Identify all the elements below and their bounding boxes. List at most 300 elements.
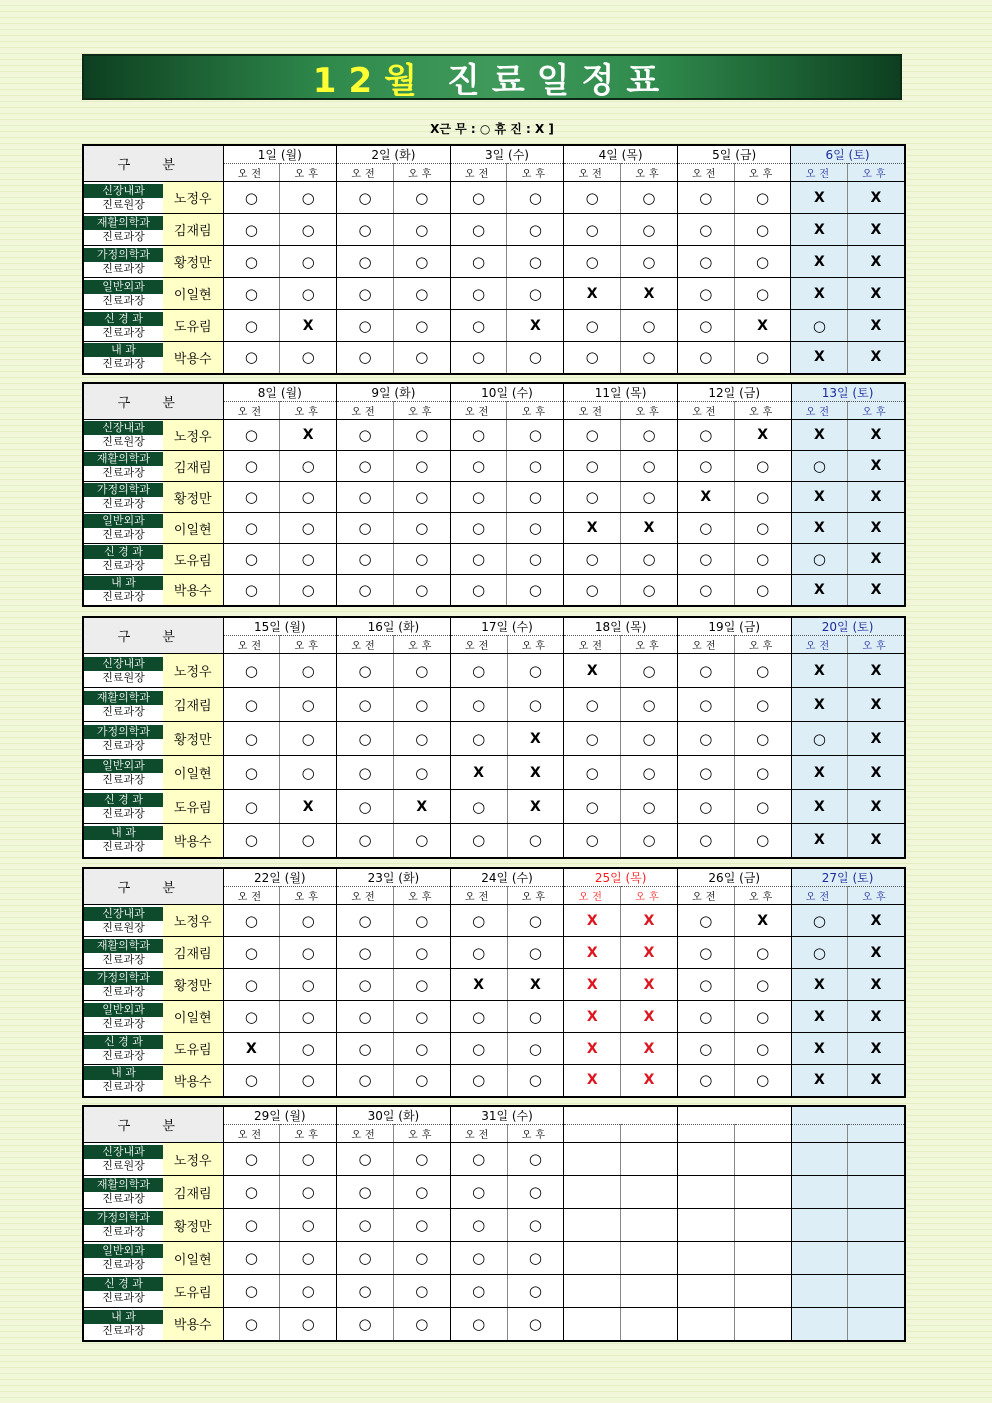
department-cell — [83, 937, 163, 969]
day-header: 4일 (목) — [564, 145, 678, 164]
pm-label: 오후 — [280, 164, 337, 182]
schedule-cell: ○ — [734, 1033, 791, 1065]
schedule-cell: X — [791, 482, 848, 513]
schedule-cell: ○ — [280, 824, 337, 858]
header-label: 구 분 — [83, 1106, 223, 1143]
schedule-cell: X — [564, 1065, 621, 1097]
pm-label: 오후 — [507, 636, 564, 654]
am-label: 오전 — [564, 887, 621, 905]
doctor-name: 황정만 — [163, 482, 223, 513]
doctor-name: 노정우 — [163, 182, 223, 214]
doctor-role: 진료과장 — [102, 1016, 145, 1030]
table-row — [83, 688, 905, 722]
schedule-cell: X — [564, 278, 621, 310]
schedule-cell — [734, 1209, 791, 1242]
doctor-role: 진료과장 — [102, 984, 145, 998]
doctor-name: 황정만 — [163, 246, 223, 278]
day-header: 31일 (수) — [450, 1106, 564, 1125]
doctor-role: 진료원장 — [102, 435, 145, 448]
day-header: 19일 (금) — [677, 617, 791, 636]
am-label: 오전 — [337, 1125, 394, 1143]
schedule-cell: ○ — [280, 756, 337, 790]
schedule-cell: ○ — [337, 1176, 394, 1209]
schedule-cell: ○ — [507, 1065, 564, 1097]
schedule-cell: ○ — [450, 824, 507, 858]
schedule-cell: ○ — [791, 937, 848, 969]
schedule-cell: X — [848, 246, 905, 278]
schedule-cell: ○ — [280, 1033, 337, 1065]
department-name: 일반외과 — [84, 280, 163, 294]
department-cell — [83, 1209, 163, 1242]
department-name: 신 경 과 — [84, 1277, 163, 1291]
doctor-name: 김재림 — [163, 688, 223, 722]
table-row — [83, 246, 905, 278]
page-title — [82, 54, 902, 100]
am-label: 오전 — [564, 636, 621, 654]
schedule-cell — [791, 1209, 848, 1242]
schedule-cell: ○ — [677, 756, 734, 790]
schedule-cell: X — [393, 790, 450, 824]
table-row — [83, 575, 905, 606]
schedule-cell: ○ — [223, 790, 280, 824]
week-table — [82, 144, 906, 375]
am-label: 오전 — [337, 402, 394, 420]
schedule-cell: ○ — [280, 937, 337, 969]
doctor-name: 김재림 — [163, 937, 223, 969]
doctor-name: 박용수 — [163, 824, 223, 858]
schedule-cell: ○ — [280, 969, 337, 1001]
schedule-cell: ○ — [280, 1242, 337, 1275]
schedule-cell: X — [564, 905, 621, 937]
am-label: 오전 — [564, 402, 621, 420]
department-name: 신 경 과 — [84, 545, 163, 559]
schedule-cell: X — [848, 969, 905, 1001]
schedule-cell: ○ — [734, 1001, 791, 1033]
schedule-cell: ○ — [450, 575, 507, 606]
schedule-cell: ○ — [337, 905, 394, 937]
department-name: 일반외과 — [84, 759, 163, 773]
schedule-cell: ○ — [564, 451, 621, 482]
schedule-cell: ○ — [337, 420, 394, 451]
department-name: 신 경 과 — [84, 793, 163, 807]
doctor-name: 도유림 — [163, 310, 223, 342]
doctor-role: 진료과장 — [102, 738, 145, 752]
schedule-cell: ○ — [450, 1143, 507, 1176]
doctor-role: 진료과장 — [102, 704, 145, 718]
schedule-cell: ○ — [734, 182, 791, 214]
pm-label: 오후 — [734, 402, 791, 420]
schedule-cell: ○ — [677, 688, 734, 722]
doctor-role: 진료과장 — [102, 589, 145, 603]
day-header: 12일 (금) — [677, 383, 791, 402]
schedule-cell — [791, 1308, 848, 1341]
schedule-cell: ○ — [223, 342, 280, 374]
schedule-cell: ○ — [337, 575, 394, 606]
schedule-cell: X — [791, 1065, 848, 1097]
doctor-role: 진료과장 — [102, 952, 145, 966]
doctor-role: 진료과장 — [102, 261, 145, 275]
schedule-cell: ○ — [507, 214, 564, 246]
schedule-cell: X — [450, 756, 507, 790]
pm-label: 오후 — [393, 164, 450, 182]
schedule-cell: ○ — [393, 688, 450, 722]
schedule-cell: ○ — [280, 1143, 337, 1176]
schedule-cell: X — [848, 342, 905, 374]
schedule-cell: ○ — [393, 1033, 450, 1065]
day-header: 2일 (화) — [337, 145, 451, 164]
schedule-cell: X — [848, 1001, 905, 1033]
day-header: 27일 (토) — [791, 868, 905, 887]
schedule-cell: X — [223, 1033, 280, 1065]
schedule-cell: ○ — [677, 1001, 734, 1033]
schedule-cell: ○ — [337, 722, 394, 756]
department-cell — [83, 1308, 163, 1341]
schedule-cell — [734, 1176, 791, 1209]
schedule-cell: ○ — [507, 420, 564, 451]
schedule-cell: ○ — [223, 513, 280, 544]
doctor-role: 진료과장 — [102, 293, 145, 307]
day-header: 15일 (월) — [223, 617, 337, 636]
schedule-cell — [621, 1242, 678, 1275]
schedule-cell: ○ — [450, 905, 507, 937]
department-cell — [83, 969, 163, 1001]
schedule-cell: ○ — [280, 482, 337, 513]
schedule-cell: X — [848, 756, 905, 790]
schedule-cell: ○ — [393, 1275, 450, 1308]
schedule-cell: ○ — [337, 1143, 394, 1176]
pm-label: 오후 — [848, 636, 905, 654]
department-name: 내 과 — [84, 343, 163, 357]
schedule-cell — [848, 1209, 905, 1242]
schedule-cell: ○ — [450, 1242, 507, 1275]
schedule-cell — [734, 1242, 791, 1275]
week-table — [82, 616, 906, 859]
schedule-cell: ○ — [621, 214, 678, 246]
schedule-cell — [564, 1242, 621, 1275]
schedule-cell: ○ — [564, 790, 621, 824]
department-cell — [83, 420, 163, 451]
schedule-cell: ○ — [337, 937, 394, 969]
department-cell — [83, 482, 163, 513]
doctor-role: 진료과장 — [102, 840, 145, 854]
schedule-cell: X — [564, 937, 621, 969]
table-row — [83, 1176, 905, 1209]
schedule-cell: X — [507, 722, 564, 756]
title-month: 12월 — [312, 60, 429, 101]
pm-label: 오후 — [393, 1125, 450, 1143]
schedule-cell: X — [791, 756, 848, 790]
department-cell — [83, 513, 163, 544]
department-name: 가정의학과 — [84, 483, 163, 497]
doctor-role: 진료원장 — [102, 920, 145, 934]
pm-label: 오후 — [507, 402, 564, 420]
doctor-name: 황정만 — [163, 1209, 223, 1242]
schedule-cell: ○ — [507, 451, 564, 482]
schedule-cell — [564, 1275, 621, 1308]
schedule-cell: ○ — [507, 1209, 564, 1242]
schedule-cell: ○ — [677, 722, 734, 756]
schedule-cell: ○ — [280, 1308, 337, 1341]
department-name: 신장내과 — [84, 421, 163, 435]
schedule-cell: ○ — [280, 654, 337, 688]
schedule-cell: ○ — [280, 451, 337, 482]
schedule-cell: ○ — [507, 1033, 564, 1065]
schedule-cell: ○ — [507, 246, 564, 278]
schedule-cell — [791, 1143, 848, 1176]
schedule-cell: X — [791, 513, 848, 544]
header-label: 구 분 — [83, 383, 223, 420]
schedule-cell: ○ — [393, 654, 450, 688]
table-row — [83, 722, 905, 756]
schedule-cell: X — [848, 544, 905, 575]
schedule-cell: ○ — [734, 756, 791, 790]
schedule-cell: X — [621, 1001, 678, 1033]
schedule-cell: ○ — [507, 824, 564, 858]
doctor-role: 진료과장 — [102, 806, 145, 820]
title-text: 진료일정표 — [446, 60, 672, 101]
schedule-cell: ○ — [564, 246, 621, 278]
week-table — [82, 867, 906, 1098]
department-name: 내 과 — [84, 826, 163, 840]
doctor-name: 도유림 — [163, 544, 223, 575]
schedule-cell: ○ — [393, 1308, 450, 1341]
schedule-cell: ○ — [621, 420, 678, 451]
pm-label: 오후 — [507, 164, 564, 182]
schedule-cell: X — [791, 824, 848, 858]
schedule-cell: ○ — [450, 451, 507, 482]
schedule-cell: ○ — [280, 1176, 337, 1209]
am-label: 오전 — [450, 636, 507, 654]
department-cell — [83, 1275, 163, 1308]
department-name: 신장내과 — [84, 184, 163, 198]
schedule-cell: X — [848, 937, 905, 969]
schedule-cell: ○ — [337, 1242, 394, 1275]
schedule-cell: ○ — [507, 688, 564, 722]
schedule-cell: ○ — [450, 722, 507, 756]
schedule-cell — [791, 1176, 848, 1209]
schedule-cell: X — [677, 482, 734, 513]
schedule-cell — [848, 1143, 905, 1176]
department-cell — [83, 1033, 163, 1065]
table-row — [83, 544, 905, 575]
schedule-cell: ○ — [337, 1033, 394, 1065]
schedule-cell: ○ — [393, 310, 450, 342]
doctor-role: 진료과장 — [102, 229, 145, 243]
schedule-cell: X — [734, 905, 791, 937]
department-name: 신장내과 — [84, 657, 163, 671]
pm-label: 오후 — [848, 887, 905, 905]
am-label: 오전 — [677, 636, 734, 654]
pm-label: 오후 — [280, 887, 337, 905]
schedule-cell: ○ — [223, 575, 280, 606]
schedule-cell: ○ — [450, 1308, 507, 1341]
doctor-role: 진료과장 — [102, 325, 145, 339]
table-row — [83, 1308, 905, 1341]
doctor-name: 노정우 — [163, 420, 223, 451]
schedule-cell: ○ — [223, 420, 280, 451]
doctor-name: 김재림 — [163, 451, 223, 482]
schedule-cell: ○ — [734, 688, 791, 722]
pm-label: 오후 — [621, 887, 678, 905]
department-name: 일반외과 — [84, 1244, 163, 1258]
am-label: 오전 — [450, 164, 507, 182]
schedule-cell: ○ — [507, 1308, 564, 1341]
department-name: 내 과 — [84, 1310, 163, 1324]
schedule-cell: ○ — [564, 482, 621, 513]
schedule-cell: ○ — [337, 310, 394, 342]
am-label: 오전 — [450, 1125, 507, 1143]
schedule-cell: ○ — [337, 1001, 394, 1033]
schedule-cell: X — [450, 969, 507, 1001]
department-name: 일반외과 — [84, 1003, 163, 1017]
am-label: 오전 — [791, 402, 848, 420]
am-label: 오전 — [223, 164, 280, 182]
department-cell — [83, 722, 163, 756]
schedule-cell: ○ — [677, 278, 734, 310]
schedule-cell: ○ — [393, 1242, 450, 1275]
schedule-cell: X — [848, 182, 905, 214]
legend: X근 무 : ○ 휴 진 : X ] — [430, 122, 554, 136]
schedule-cell: ○ — [507, 654, 564, 688]
am-label: 오전 — [223, 1125, 280, 1143]
schedule-cell: X — [621, 937, 678, 969]
pm-label: 오후 — [621, 636, 678, 654]
table-row — [83, 1033, 905, 1065]
pm-label — [848, 1125, 905, 1143]
department-name: 재활의학과 — [84, 691, 163, 705]
schedule-cell: ○ — [223, 824, 280, 858]
doctor-name: 이일현 — [163, 513, 223, 544]
schedule-cell: ○ — [791, 905, 848, 937]
department-name: 신 경 과 — [84, 1035, 163, 1049]
table-row — [83, 278, 905, 310]
day-header: 23일 (화) — [337, 868, 451, 887]
day-header: 16일 (화) — [337, 617, 451, 636]
day-header: 22일 (월) — [223, 868, 337, 887]
department-cell — [83, 790, 163, 824]
schedule-cell: X — [791, 1001, 848, 1033]
am-label: 오전 — [791, 636, 848, 654]
schedule-cell: X — [621, 513, 678, 544]
schedule-cell — [621, 1176, 678, 1209]
table-row — [83, 756, 905, 790]
schedule-cell: ○ — [564, 824, 621, 858]
schedule-cell: ○ — [337, 1275, 394, 1308]
schedule-cell: X — [848, 905, 905, 937]
schedule-cell: ○ — [450, 654, 507, 688]
am-label — [677, 1125, 734, 1143]
pm-label: 오후 — [734, 164, 791, 182]
schedule-cell: ○ — [393, 342, 450, 374]
schedule-cell: ○ — [734, 278, 791, 310]
am-label: 오전 — [564, 164, 621, 182]
schedule-cell: ○ — [734, 214, 791, 246]
department-name: 가정의학과 — [84, 971, 163, 985]
schedule-cell: ○ — [280, 214, 337, 246]
schedule-cell: ○ — [223, 310, 280, 342]
schedule-cell: ○ — [791, 310, 848, 342]
schedule-cell: ○ — [677, 654, 734, 688]
schedule-cell: ○ — [393, 1065, 450, 1097]
schedule-cell: X — [848, 451, 905, 482]
schedule-cell: ○ — [393, 482, 450, 513]
schedule-cell: ○ — [337, 214, 394, 246]
table-row — [83, 420, 905, 451]
day-header: 25일 (목) — [564, 868, 678, 887]
doctor-name: 도유림 — [163, 1275, 223, 1308]
schedule-cell: ○ — [280, 1275, 337, 1308]
schedule-cell: ○ — [393, 544, 450, 575]
schedule-cell: X — [791, 342, 848, 374]
schedule-cell: ○ — [223, 182, 280, 214]
schedule-cell: ○ — [337, 451, 394, 482]
schedule-cell: ○ — [450, 937, 507, 969]
day-header: 30일 (화) — [337, 1106, 451, 1125]
schedule-cell: ○ — [393, 1176, 450, 1209]
schedule-cell: ○ — [280, 722, 337, 756]
schedule-cell: ○ — [621, 575, 678, 606]
doctor-name: 이일현 — [163, 278, 223, 310]
am-label: 오전 — [677, 402, 734, 420]
day-header: 24일 (수) — [450, 868, 564, 887]
schedule-cell: ○ — [450, 790, 507, 824]
table-row — [83, 1001, 905, 1033]
schedule-cell: ○ — [791, 451, 848, 482]
schedule-cell: ○ — [450, 278, 507, 310]
schedule-cell: ○ — [393, 246, 450, 278]
schedule-cell: ○ — [734, 937, 791, 969]
table-row — [83, 513, 905, 544]
schedule-cell: ○ — [621, 688, 678, 722]
schedule-cell: ○ — [677, 905, 734, 937]
schedule-cell — [621, 1275, 678, 1308]
schedule-cell: ○ — [564, 214, 621, 246]
doctor-role: 진료과장 — [102, 1291, 145, 1304]
day-header: 5일 (금) — [677, 145, 791, 164]
schedule-cell: ○ — [677, 790, 734, 824]
table-row — [83, 969, 905, 1001]
day-header: 17일 (수) — [450, 617, 564, 636]
department-cell — [83, 1176, 163, 1209]
department-cell — [83, 1242, 163, 1275]
am-label — [791, 1125, 848, 1143]
department-name: 일반외과 — [84, 514, 163, 528]
schedule-cell: X — [791, 420, 848, 451]
schedule-cell — [677, 1176, 734, 1209]
schedule-cell: ○ — [450, 688, 507, 722]
doctor-role: 진료과장 — [102, 1080, 145, 1094]
table-row — [83, 451, 905, 482]
schedule-cell: ○ — [450, 1176, 507, 1209]
schedule-cell: ○ — [393, 451, 450, 482]
schedule-cell: ○ — [677, 214, 734, 246]
pm-label: 오후 — [734, 887, 791, 905]
table-row — [83, 482, 905, 513]
doctor-role: 진료과장 — [102, 1258, 145, 1271]
schedule-cell: ○ — [677, 544, 734, 575]
schedule-cell: ○ — [507, 513, 564, 544]
schedule-cell: ○ — [280, 342, 337, 374]
schedule-cell: ○ — [280, 1209, 337, 1242]
schedule-cell: X — [564, 654, 621, 688]
schedule-cell: ○ — [677, 420, 734, 451]
schedule-cell: ○ — [450, 513, 507, 544]
schedule-cell: ○ — [223, 278, 280, 310]
department-name: 가정의학과 — [84, 725, 163, 739]
schedule-cell: X — [848, 722, 905, 756]
week-table — [82, 382, 906, 607]
pm-label — [621, 1125, 678, 1143]
